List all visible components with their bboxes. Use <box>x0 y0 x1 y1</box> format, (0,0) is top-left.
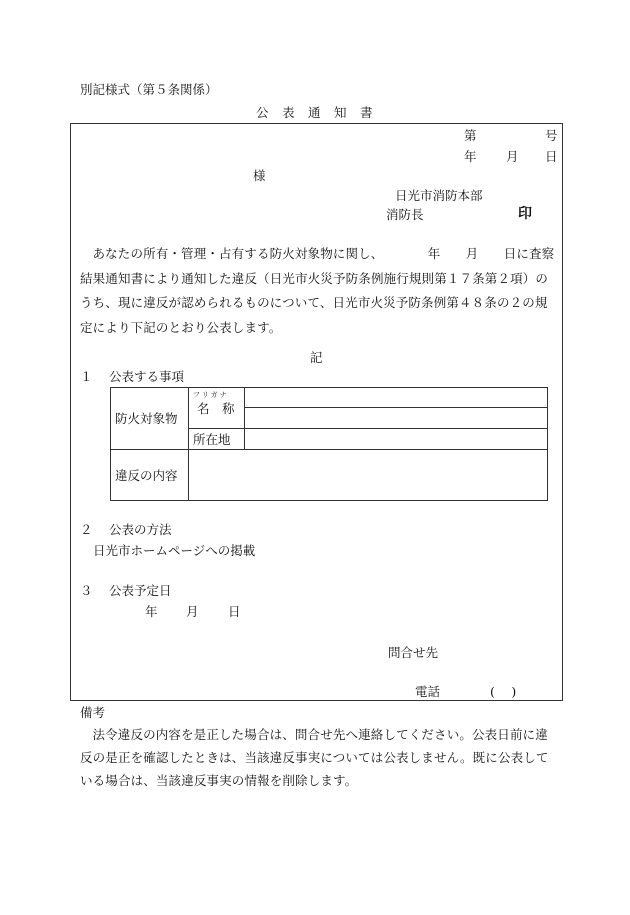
date-month: 月 <box>506 149 519 164</box>
remarks-heading: 備考 <box>80 705 106 720</box>
date-day: 日 <box>545 149 558 164</box>
issuer-org: 日光市消防本部 <box>395 188 483 203</box>
issuer-title: 消防長 <box>386 207 424 222</box>
phone-label: 電話 <box>415 684 441 699</box>
remarks-text: 法令違反の内容を是正した場合は、問合せ先へ連絡してください。公表日前に違反の是正を確認したときは、当該違反事実については公表しません。既に公表している場合は、当該違反事実の情報を削除します。 <box>80 727 549 788</box>
date-year: 年 <box>464 149 477 164</box>
body-paragraph: あなたの所有・管理・占有する防火対象物に関し、 年 月 日に査察結果通知書により通知した違反（日光市火災予防条例施行規則第１７条第２項）のうち、現に違反が認められるものについて、日光市火災予防条例第４８条の２の規定により下記のとおり公表します。 <box>80 246 555 335</box>
furigana-label: フリガナ <box>193 391 229 399</box>
violation-label-cell <box>111 450 189 501</box>
section1-heading: １ 公表する事項 <box>80 369 184 384</box>
address-label: 所在地 <box>193 431 231 447</box>
section3-year: 年 <box>145 604 158 619</box>
furigana-value-cell <box>245 388 548 408</box>
number-suffix: 号 <box>545 128 558 143</box>
section3-heading: ３ 公表予定日 <box>80 583 172 598</box>
name-value-cell <box>245 408 548 429</box>
address-value-cell <box>245 429 548 450</box>
seal-mark: 印 <box>518 206 532 222</box>
number-prefix: 第 <box>464 128 477 143</box>
name-label: 名 称 <box>197 401 235 417</box>
violation-label: 違反の内容 <box>115 467 178 483</box>
addressee-suffix: 様 <box>253 168 266 183</box>
ki-heading: 記 <box>310 350 323 365</box>
name-label-cell <box>189 388 245 429</box>
phone-parens: ( ) <box>490 684 517 699</box>
section2-heading: ２ 公表の方法 <box>80 522 172 537</box>
document-title: 公 表 通 知 書 <box>256 105 374 120</box>
section3-month: 月 <box>186 604 199 619</box>
items-table <box>110 387 548 501</box>
violation-value-cell <box>189 450 548 501</box>
address-label-cell <box>189 429 245 450</box>
section3-day: 日 <box>228 604 241 619</box>
contact-label: 問合せ先 <box>388 645 439 660</box>
building-label-cell <box>111 388 189 450</box>
section2-content: 日光市ホームページへの掲載 <box>93 543 256 558</box>
form-label: 別記様式（第５条関係） <box>80 82 218 97</box>
building-label: 防火対象物 <box>115 411 178 426</box>
